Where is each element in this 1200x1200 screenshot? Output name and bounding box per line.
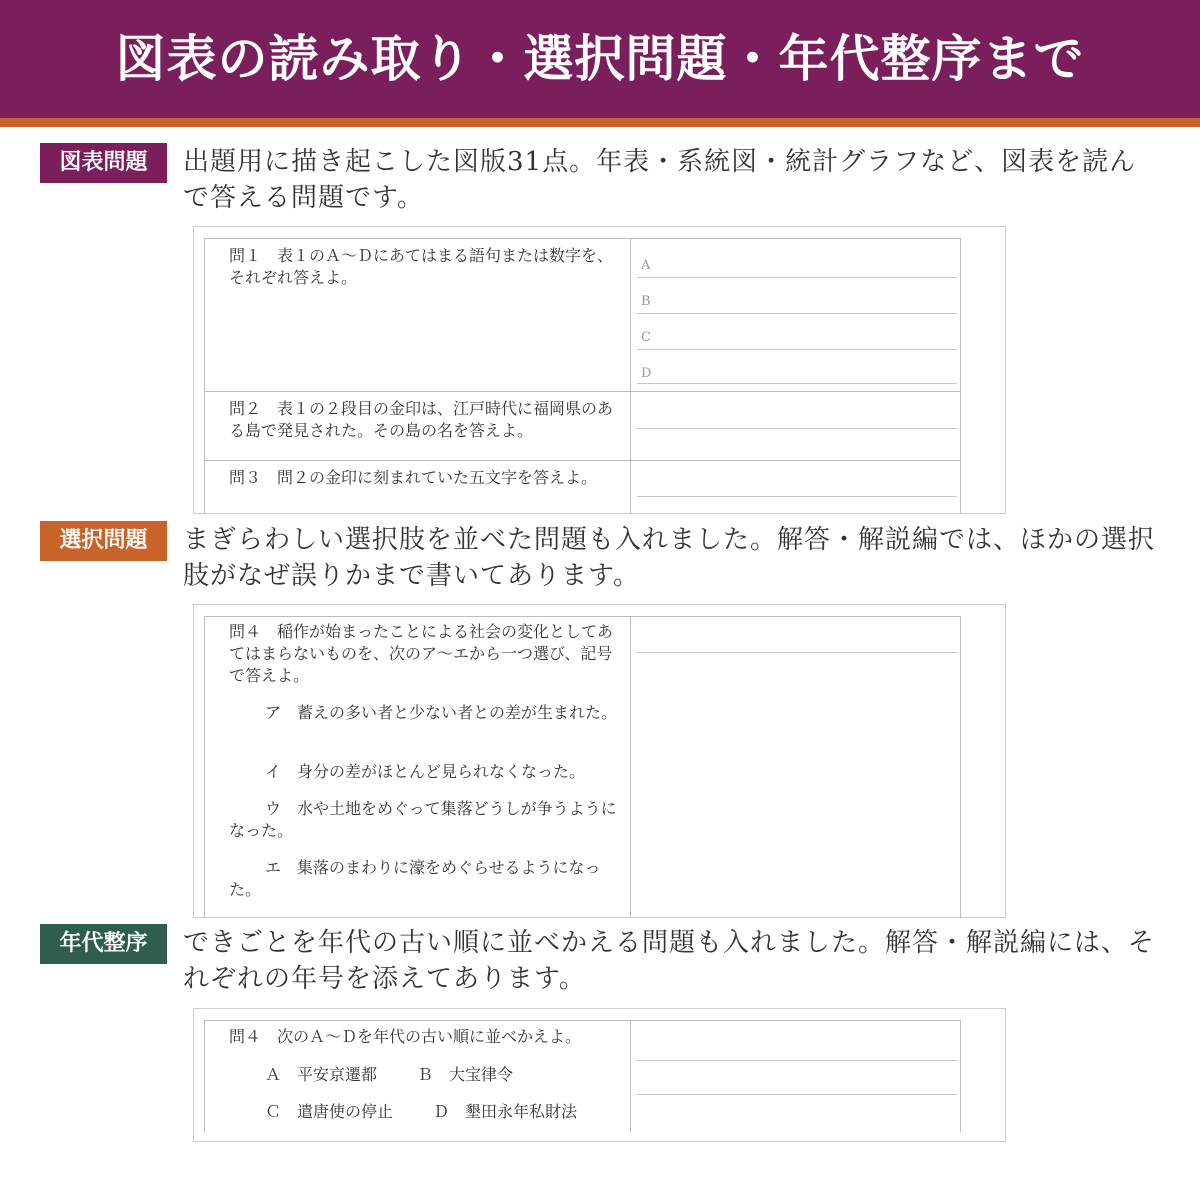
answer-line[interactable] [637, 313, 957, 314]
answer-label-d: D [641, 366, 652, 381]
sheet-grid [204, 1020, 961, 1132]
option-e: エ 集落のまわりに濠をめぐらせるようになった。 [229, 858, 601, 899]
section-tag-choice: 選択問題 [40, 521, 167, 561]
section-description-chart: 出題用に描き起こした図版31点。年表・系統図・統計グラフなど、図表を読んで答える問題です。 [183, 147, 1137, 213]
sample-sheet-chart [193, 226, 1006, 514]
question-1: 問１ 表１のＡ～Ｄにあてはまる語句または数字を、それぞれ答えよ。 [229, 246, 614, 287]
question-2: 問２ 表１の２段目の金印は、江戸時代に福岡県のある島で発見された。その島の名を答えよ。 [229, 399, 614, 440]
sample-sheet-chronology [193, 1008, 1006, 1142]
answer-line[interactable] [637, 383, 957, 384]
option-i: イ 身分の差がほとんど見られなくなった。 [265, 762, 586, 781]
answer-line[interactable] [637, 277, 957, 278]
answer-line[interactable] [637, 496, 957, 497]
answer-line[interactable] [637, 1094, 957, 1095]
option-u: ウ 水や土地をめぐって集落どうしが争うようになった。 [229, 799, 617, 840]
question-4: 問４ 稲作が始まったことによる社会の変化としてあてはまらないものを、次のア～エから一つ選び、記号で答えよ。 [229, 622, 614, 685]
page-title: 図表の読み取り・選択問題・年代整序まで [115, 30, 1085, 88]
event-b: Ｂ 大宝律令 [417, 1065, 514, 1084]
section-description-choice: まぎらわしい選択肢を並べた問題も入れました。解答・解説編では、ほかの選択肢がなぜ誤りかまで書いてあります。 [183, 525, 1156, 591]
answer-label-a: A [641, 258, 651, 273]
section-tag-chart: 図表問題 [40, 143, 167, 183]
answer-line[interactable] [637, 652, 957, 653]
event-c: Ｃ 遣唐使の停止 [265, 1102, 394, 1121]
answer-line[interactable] [637, 349, 957, 350]
sheet-grid [204, 238, 961, 514]
answer-line[interactable] [637, 1060, 957, 1061]
answer-line[interactable] [637, 428, 957, 429]
event-d: Ｄ 墾田永年私財法 [433, 1102, 578, 1121]
sheet-grid [204, 616, 961, 918]
header-accent-stripe [0, 118, 1200, 127]
question-chronology: 問４ 次のＡ～Ｄを年代の古い順に並べかえよ。 [229, 1027, 582, 1046]
answer-label-c: C [641, 330, 651, 345]
answer-label-b: B [641, 294, 651, 309]
option-a: ア 蓄えの多い者と少ない者との差が生まれた。 [265, 703, 618, 722]
section-description-chronology: できごとを年代の古い順に並べかえる問題も入れました。解答・解説編には、それぞれの年号を添えてあります。 [183, 928, 1156, 994]
section-tag-chronology: 年代整序 [40, 924, 167, 964]
event-a: Ａ 平安京遷都 [265, 1065, 378, 1084]
sample-sheet-choice [193, 604, 1006, 918]
question-3: 問３ 問２の金印に刻まれていた五文字を答えよ。 [229, 468, 598, 487]
